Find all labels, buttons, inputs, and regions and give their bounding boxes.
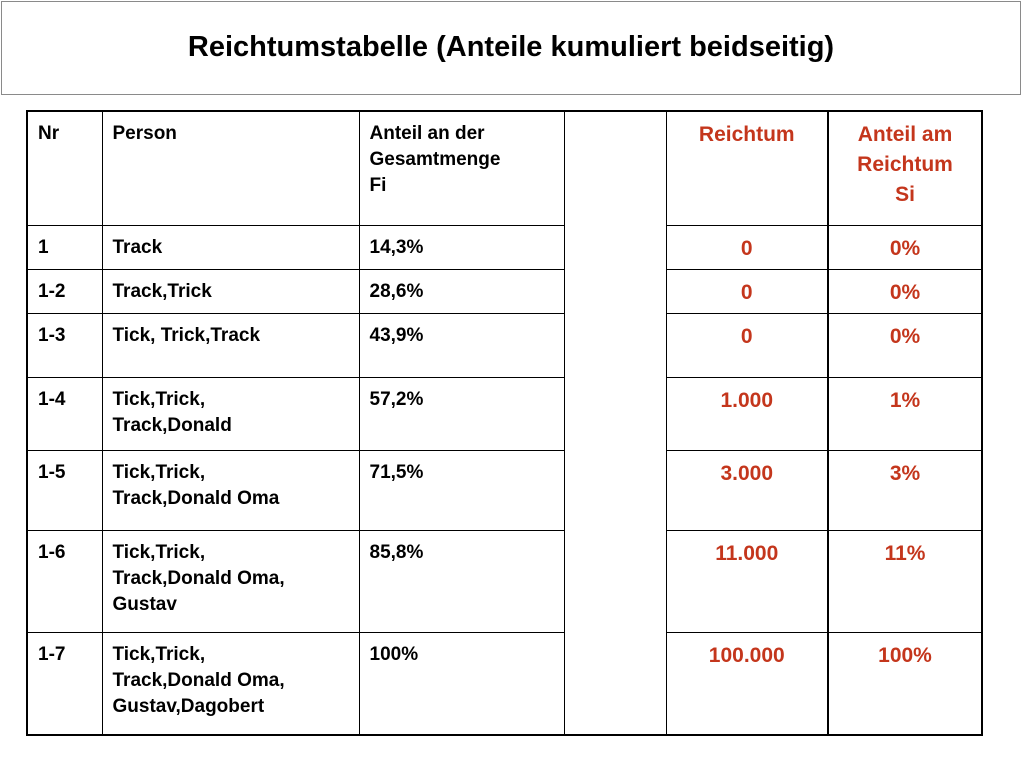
cell-nr: 1-4 xyxy=(27,377,102,450)
cell-reichtum: 3.000 xyxy=(666,450,828,530)
cell-anteil-menge: 28,6% xyxy=(359,269,564,313)
cell-person xyxy=(102,225,359,269)
cell-nr: 1-7 xyxy=(27,632,102,735)
cell-anteil-menge: 14,3% xyxy=(359,225,564,269)
header-person: Person xyxy=(102,111,359,225)
cell-person-line: Tick,Trick, xyxy=(112,461,206,483)
cell-nr: 1-6 xyxy=(27,530,102,632)
cell-anteil-menge: 71,5% xyxy=(359,450,564,530)
cell-reichtum: 0 xyxy=(666,313,828,377)
table-row xyxy=(27,225,982,269)
cell-anteil-menge: 57,2% xyxy=(359,377,564,450)
header-anteil-menge-line: Anteil an der xyxy=(369,123,485,144)
wealth-table xyxy=(26,110,983,736)
table-row xyxy=(27,450,982,530)
cell-anteil-menge: 100% xyxy=(359,632,564,735)
cell-person xyxy=(102,632,359,735)
table-row xyxy=(27,632,982,735)
cell-person-line: Track,Trick xyxy=(112,280,212,302)
cell-person-line: Tick,Trick, xyxy=(112,643,206,665)
header-anteil-reichtum-line: Anteil am xyxy=(857,123,953,146)
table-row xyxy=(27,313,982,377)
cell-nr: 1-2 xyxy=(27,269,102,313)
cell-person xyxy=(102,377,359,450)
cell-anteil-reichtum: 0% xyxy=(828,269,982,313)
cell-person-line: Track,Donald xyxy=(112,414,232,436)
cell-person-line: Track,Donald Oma, xyxy=(112,669,285,691)
header-anteil-reichtum xyxy=(828,111,982,225)
cell-reichtum: 11.000 xyxy=(666,530,828,632)
cell-person xyxy=(102,269,359,313)
cell-reichtum: 0 xyxy=(666,225,828,269)
header-anteil-menge-line: Fi xyxy=(369,175,387,196)
cell-anteil-reichtum: 0% xyxy=(828,225,982,269)
cell-reichtum: 100.000 xyxy=(666,632,828,735)
header-anteil-menge-line: Gesamtmenge xyxy=(369,149,501,170)
table-wrapper xyxy=(26,110,983,736)
header-anteil-reichtum-line: Si xyxy=(895,183,915,206)
page-title: Reichtumstabelle (Anteile kumuliert beidseitig) xyxy=(187,30,835,63)
cell-person xyxy=(102,313,359,377)
header-anteil-menge xyxy=(359,111,564,225)
header-row xyxy=(27,111,982,225)
header-reichtum: Reichtum xyxy=(666,111,828,225)
cell-person-line: Tick, Trick,Track xyxy=(112,324,261,346)
cell-anteil-reichtum: 1% xyxy=(828,377,982,450)
table-row xyxy=(27,269,982,313)
cell-nr: 1 xyxy=(27,225,102,269)
cell-nr: 1-3 xyxy=(27,313,102,377)
cell-reichtum: 1.000 xyxy=(666,377,828,450)
cell-person-line: Tick,Trick, xyxy=(112,541,206,563)
cell-anteil-reichtum: 11% xyxy=(828,530,982,632)
cell-person-line: Tick,Trick, xyxy=(112,388,206,410)
cell-person-line: Gustav,Dagobert xyxy=(112,695,265,717)
cell-anteil-menge: 43,9% xyxy=(359,313,564,377)
header-nr: Nr xyxy=(27,111,102,225)
cell-person xyxy=(102,530,359,632)
cell-anteil-reichtum: 100% xyxy=(828,632,982,735)
cell-nr: 1-5 xyxy=(27,450,102,530)
cell-person-line: Track xyxy=(112,236,163,258)
cell-person-line: Track,Donald Oma xyxy=(112,487,280,509)
empty-gap-column xyxy=(564,111,666,735)
cell-person-line: Track,Donald Oma, xyxy=(112,567,285,589)
table-row xyxy=(27,530,982,632)
cell-person-line: Gustav xyxy=(112,593,177,615)
cell-anteil-reichtum: 3% xyxy=(828,450,982,530)
table-row xyxy=(27,377,982,450)
cell-anteil-reichtum: 0% xyxy=(828,313,982,377)
cell-anteil-menge: 85,8% xyxy=(359,530,564,632)
header-anteil-reichtum-line: Reichtum xyxy=(857,153,953,176)
cell-reichtum: 0 xyxy=(666,269,828,313)
title-box xyxy=(1,1,1021,95)
cell-person xyxy=(102,450,359,530)
